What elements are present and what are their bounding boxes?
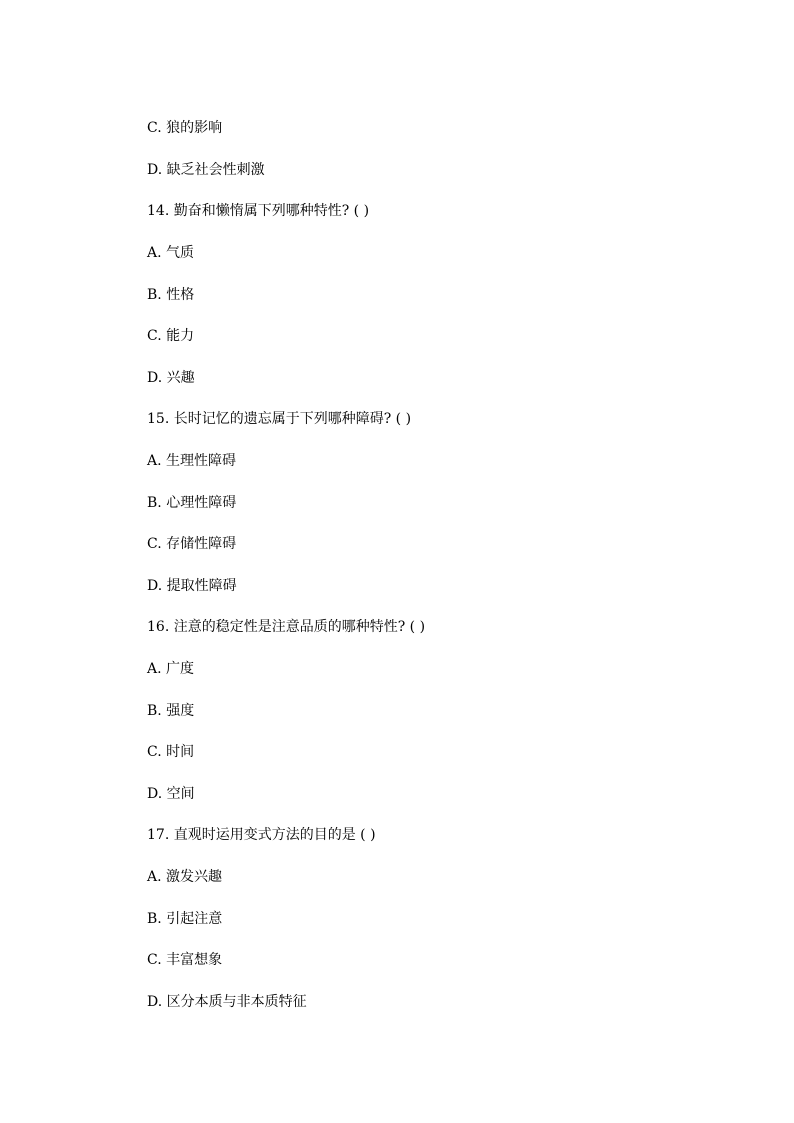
question-text: 16. 注意的稳定性是注意品质的哪种特性? ( ) [147, 619, 426, 635]
question-text: 14. 勤奋和懒惰属下列哪种特性? ( ) [147, 203, 370, 219]
option-text: B. 引起注意 [147, 911, 223, 927]
question-text: 17. 直观时运用变式方法的目的是 ( ) [147, 827, 376, 843]
option-text: A. 生理性障碍 [147, 453, 237, 469]
question-text: 15. 长时记忆的遗忘属于下列哪种障碍? ( ) [147, 411, 412, 427]
option-text: A. 广度 [147, 661, 195, 677]
option-text: B. 心理性障碍 [147, 495, 237, 511]
option-text: A. 激发兴趣 [147, 869, 223, 885]
option-text: C. 时间 [147, 744, 195, 760]
option-text: C. 存储性障碍 [147, 536, 237, 552]
option-text: D. 空间 [147, 786, 195, 802]
option-text: D. 区分本质与非本质特征 [147, 994, 307, 1010]
option-text: C. 狼的影响 [147, 120, 223, 136]
option-text: A. 气质 [147, 245, 195, 261]
option-text: B. 强度 [147, 703, 195, 719]
option-text: C. 能力 [147, 328, 195, 344]
option-text: C. 丰富想象 [147, 952, 223, 968]
option-text: D. 提取性障碍 [147, 578, 237, 594]
option-text: D. 兴趣 [147, 370, 195, 386]
option-text: B. 性格 [147, 287, 195, 303]
option-text: D. 缺乏社会性刺激 [147, 162, 265, 178]
